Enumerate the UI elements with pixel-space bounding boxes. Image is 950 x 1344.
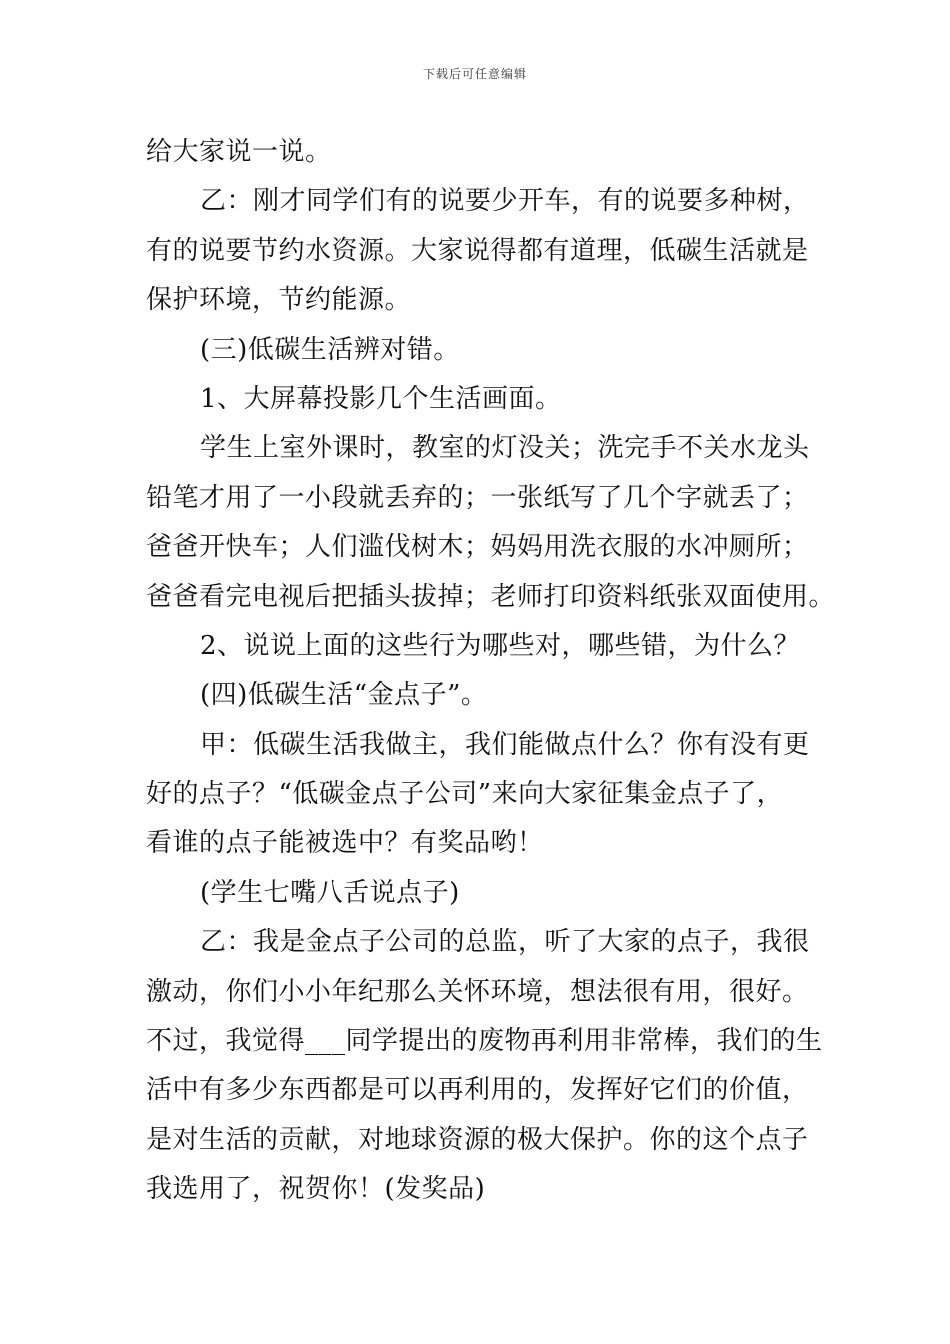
text-line: 保护环境，节约能源。 [146, 285, 412, 316]
document-body [146, 128, 836, 1215]
text-line: (学生七嘴八舌说点子) [200, 877, 460, 908]
text-line: 我选用了，祝贺你！(发奖品) [146, 1174, 486, 1205]
text-line: 活中有多少东西都是可以再利用的，发挥好它们的价值， [146, 1075, 809, 1106]
text-line: 爸爸看完电视后把插头拔掉；老师打印资料纸张双面使用。 [146, 581, 836, 612]
text-line: 甲：低碳生活我做主，我们能做点什么？你有没有更 [200, 729, 810, 760]
text-line: 铅笔才用了一小段就丢弃的；一张纸写了几个字就丢了； [146, 482, 809, 513]
text-line: 1、大屏幕投影几个生活画面。 [200, 383, 562, 414]
text-line: 乙：我是金点子公司的总监，听了大家的点子，我很 [200, 927, 810, 958]
text-line: 乙：刚才同学们有的说要少开车，有的说要多种树， [200, 186, 810, 217]
text-line: 2、说说上面的这些行为哪些对，哪些错，为什么？ [200, 630, 801, 661]
text-line: 爸爸开快车；人们滥伐树木；妈妈用洗衣服的水冲厕所； [146, 532, 809, 563]
text-line: 学生上室外课时，教室的灯没关；洗完手不关水龙头 [200, 433, 810, 464]
text-line: 是对生活的贡献，对地球资源的极大保护。你的这个点子 [146, 1124, 809, 1155]
text-line: 好的点子？“低碳金点子公司”来向大家征集金点子了， [146, 779, 784, 810]
page-header: 下载后可任意编辑 [422, 67, 527, 81]
text-line: (四)低碳生活“金点子”。 [200, 680, 488, 711]
text-line: 不过，我觉得___同学提出的废物再利用非常棒，我们的生 [146, 1026, 823, 1057]
text-line: 看谁的点子能被选中？有奖品哟！ [146, 828, 544, 859]
text-line: 激动，你们小小年纪那么关怀环境，想法很有用，很好。 [146, 976, 809, 1007]
text-line: 给大家说一说。 [146, 137, 332, 167]
text-line: 有的说要节约水资源。大家说得都有道理，低碳生活就是 [146, 235, 809, 266]
text-line: (三)低碳生活辨对错。 [200, 334, 460, 365]
